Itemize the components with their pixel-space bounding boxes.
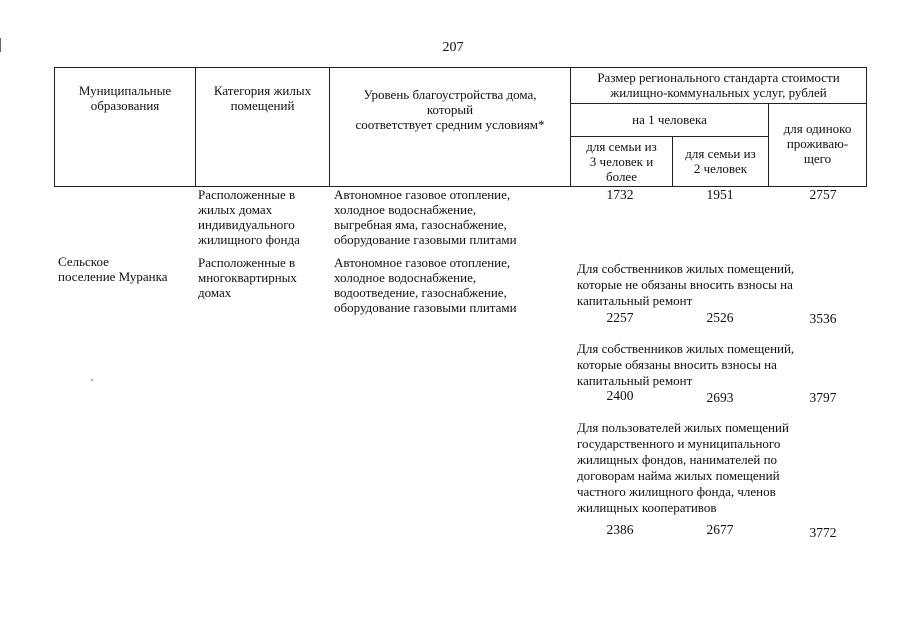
level-individual: Автономное газовое отопление, холодное водоснабжение, выгребная яма, газоснабжение, оборудование газовыми плитами	[334, 187, 517, 247]
value-single: 2757	[809, 187, 837, 202]
value-family3: 1732	[606, 187, 634, 202]
page-number: 207	[442, 40, 464, 55]
value-family3: 2400	[606, 388, 634, 403]
header-per-person: на 1 человека	[632, 112, 707, 127]
header-standard-size: Размер регионального стандарта стоимости жилищно-коммунальных услуг, рублей	[597, 70, 840, 100]
level-apartment: Автономное газовое отопление, холодное водоснабжение, водоотведение, газоснабжение, оборудование газовыми плитами	[334, 255, 517, 315]
value-single: 3536	[809, 311, 837, 326]
value-single: 3797	[809, 390, 837, 405]
header-municipality: Муниципальные образования	[78, 83, 172, 113]
scan-speck	[91, 379, 93, 381]
category-apartment: Расположенные в многоквартирных домах	[198, 255, 297, 300]
value-family2: 2693	[706, 390, 734, 405]
value-family2: 1951	[706, 187, 734, 202]
group-owners-with-repair-fee: Для собственников жилых помещений, которые обязаны вносить взносы на капитальный ремонт	[577, 341, 795, 388]
header-single: для одиноко проживаю- щего	[783, 121, 852, 166]
municipality-name: Сельское поселение Муранка	[58, 254, 168, 284]
group-owners-no-repair-fee: Для собственников жилых помещений, которые не обязаны вносить взносы на капитальный ремонт	[577, 261, 795, 308]
header-family-3: для семьи из 3 человек и более	[586, 139, 657, 184]
scan-edge-mark	[0, 38, 1, 52]
header-category: Категория жилых помещений	[213, 83, 312, 113]
header-level: Уровень благоустройства дома, который соответствует средним условиям*	[355, 87, 545, 132]
category-individual: Расположенные в жилых домах индивидуального жилищного фонда	[198, 187, 300, 247]
value-family3: 2386	[606, 522, 634, 537]
group-tenants-and-users: Для пользователей жилых помещений государственного и муниципального жилищных фондов, нанимателей по договорам найма жилых помещений частного жилищного фонда, членов жилищных кооперативов	[577, 420, 789, 515]
header-family-2: для семьи из 2 человек	[685, 146, 756, 176]
value-family2: 2526	[706, 310, 734, 325]
value-family3: 2257	[606, 310, 634, 325]
value-family2: 2677	[706, 522, 734, 537]
value-single: 3772	[809, 525, 837, 540]
